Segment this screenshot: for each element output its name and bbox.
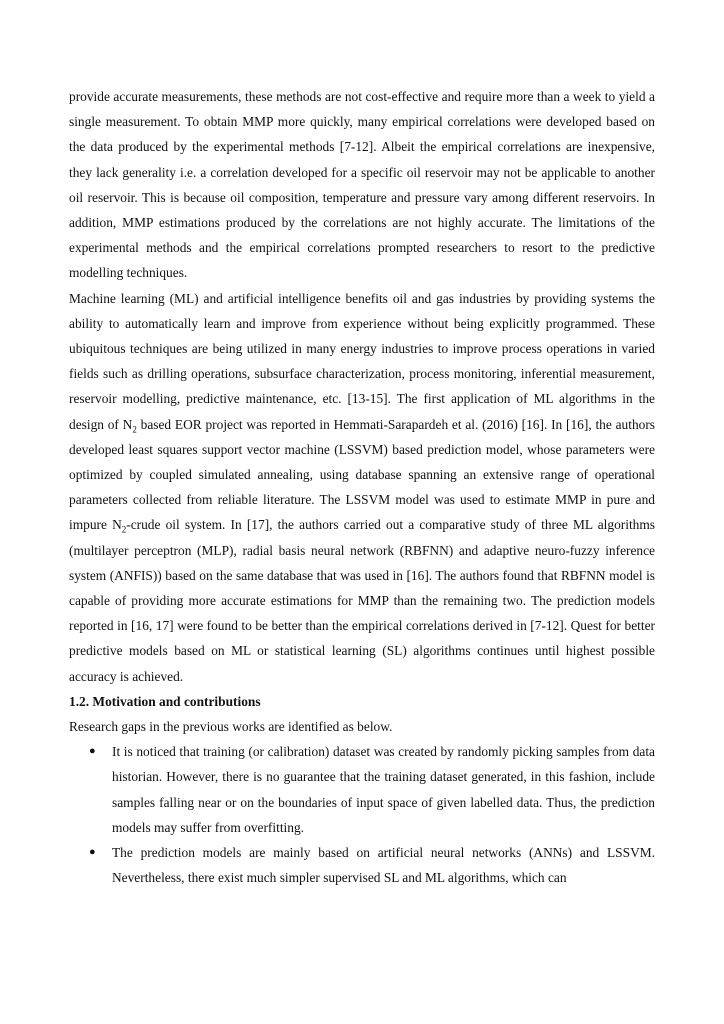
paragraph-ml-text-2: based EOR project was reported in Hemmati-Sarapardeh et al. (2016) [16]. In [16], the authors developed least squares support vector machine (LSSVM) based prediction model, whose parameters were optimized by coupled simulated annealing, using database spanning an extensive range of operational parameters collected from reliable literature. The LSSVM model was used to estimate MMP in pure and impure N <box>69 416 656 533</box>
bullet-icon: ● <box>89 846 96 859</box>
list-item <box>69 739 655 840</box>
document-page <box>69 84 655 891</box>
bullet-icon: ● <box>89 745 96 758</box>
subscript-n2-second: 2 <box>121 525 127 536</box>
paragraph-ml-text-1: Machine learning (ML) and artificial intelligence benefits oil and gas industries by providing systems the ability to automatically learn and improve from experience without being explicitly programmed. These ubiquitous techniques are being utilized in many energy industries to improve process operations in varied fields such as drilling operations, subsurface characterization, process monitoring, inferential measurement, reservoir modelling, predictive maintenance, etc. [13-15]. The first application of ML algorithms in the design of N <box>69 290 655 432</box>
bullet-text: The prediction models are mainly based on artificial neural networks (ANNs) and LSSVM. Nevertheless, there exist much simpler supervised SL and ML algorithms, which can <box>112 845 655 886</box>
research-gaps-intro: Research gaps in the previous works are identified as below. <box>69 719 393 735</box>
paragraph-machine-learning <box>69 286 655 689</box>
research-gaps-list <box>69 739 655 890</box>
bullet-text: It is noticed that training (or calibration) dataset was created by randomly picking samples from data historian. However, there is no guarantee that the training dataset generated, in this fashion, include samples falling near or on the boundaries of input space of given labelled data. Thus, the prediction models may suffer from overfitting. <box>112 744 655 835</box>
subscript-n2-first: 2 <box>132 424 137 435</box>
paragraph-mmp-methods: provide accurate measurements, these methods are not cost-effective and require more than a week to yield a single measurement. To obtain MMP more quickly, many empirical correlations were developed based on the data produced by the experimental methods [7-12]. Albeit the empirical correlations are inexpensive, they lack generality i.e. a correlation developed for a specific oil reservoir may not be applicable to another oil reservoir. This is because oil composition, temperature and pressure vary among different reservoirs. In addition, MMP estimations produced by the correlations are not highly accurate. The limitations of the experimental methods and the empirical correlations prompted researchers to resort to the predictive modelling techniques. <box>69 89 655 281</box>
paragraph-ml-text-3: -crude oil system. In [17], the authors carried out a comparative study of three ML algorithms (multilayer perceptron (MLP), radial basis neural network (RBFNN) and adaptive neuro-fuzzy inference system (ANFIS)) based on the same database that was used in [16]. The authors found that RBFNN model is capable of providing more accurate estimations for MMP than the remaining two. The prediction models reported in [16, 17] were found to be better than the empirical correlations derived in [7-12]. Quest for better predictive models based on ML or statistical learning (SL) algorithms continues until highest possible accuracy is achieved. <box>69 517 656 684</box>
section-heading: 1.2. Motivation and contributions <box>69 693 261 709</box>
list-item <box>69 840 655 890</box>
